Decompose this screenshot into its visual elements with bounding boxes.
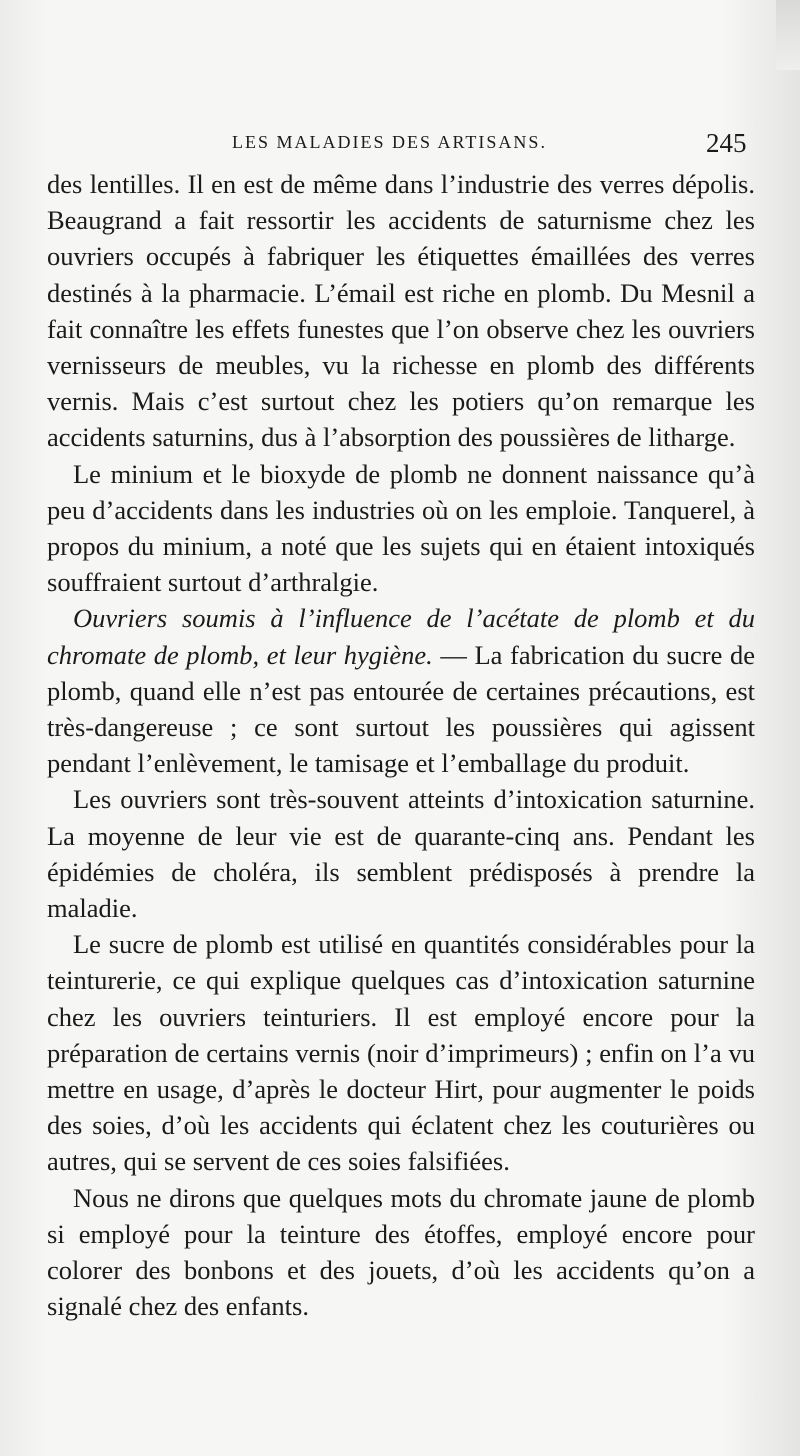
paragraph-text: — La fabrication du sucre de plomb, quand elle n’est pas entourée de certaines précautions, est très-dangereuse ; ce sont surtout les poussières qui agissent pendant l’enlèvement, le tamisage et l’emballage du produit. — [47, 639, 755, 779]
page-number: 245 — [706, 128, 747, 158]
paragraph-text: Nous ne dirons que quelques mots du chromate jaune de plomb si employé pour la teinture des étoffes, employé encore pour colorer des bonbons et des jouets, d’où les accidents qu’on a signalé chez des enfants. — [47, 1182, 755, 1322]
paragraph-text: des lentilles. Il en est de même dans l’industrie des verres dépolis. Beaugrand a fait ressortir les accidents de saturnisme chez les ouvriers occupés à fabriquer les étiquettes émaillées des verres destinés à la pharmacie. L’émail est riche en plomb. Du Mesnil a fait connaître les effets funestes que l’on observe chez les ouvriers vernisseurs de meubles, vu la richesse en plomb des différents vernis. Mais c’est surtout chez les potiers qu’on remarque les accidents saturnins, dus à l’absorption des poussières de litharge. — [47, 169, 755, 453]
paragraph-6 — [47, 1180, 755, 1325]
paragraph-4 — [47, 781, 755, 926]
running-head: LES MALADIES DES ARTISANS. — [232, 132, 547, 152]
paragraph-2 — [47, 456, 755, 601]
section-heading: Ouvriers soumis à l’influence de l’acétate de plomb et du chromate de plomb, et leur hygiène. — [47, 603, 755, 670]
page-body — [47, 166, 755, 1325]
paragraph-3 — [47, 600, 755, 781]
paragraph-text: Le minium et le bioxyde de plomb ne donnent naissance qu’à peu d’accidents dans les industries où on les emploie. Tanquerel, à propos du minium, a noté que les sujets qui en étaient intoxiqués souffraient surtout d’arthralgie. — [47, 458, 755, 598]
paragraph-5 — [47, 926, 755, 1179]
page-header — [0, 128, 800, 162]
paragraph-text: Le sucre de plomb est utilisé en quantités considérables pour la teinturerie, ce qui explique quelques cas d’intoxication saturnine chez les ouvriers teinturiers. Il est employé encore pour la préparation de certains vernis (noir d’imprimeurs) ; enfin on l’a vu mettre en usage, d’après le docteur Hirt, pour augmenter le poids des soies, d’où les accidents qui éclatent chez les couturières ou autres, qui se servent de ces soies falsifiées. — [47, 929, 755, 1177]
page-edge-shadow — [776, 0, 800, 70]
paragraph-1 — [47, 166, 755, 456]
paragraph-text: Les ouvriers sont très-souvent atteints d’intoxication saturnine. La moyenne de leur vie est de quarante-cinq ans. Pendant les épidémies de choléra, ils semblent prédisposés à prendre la maladie. — [47, 784, 755, 924]
